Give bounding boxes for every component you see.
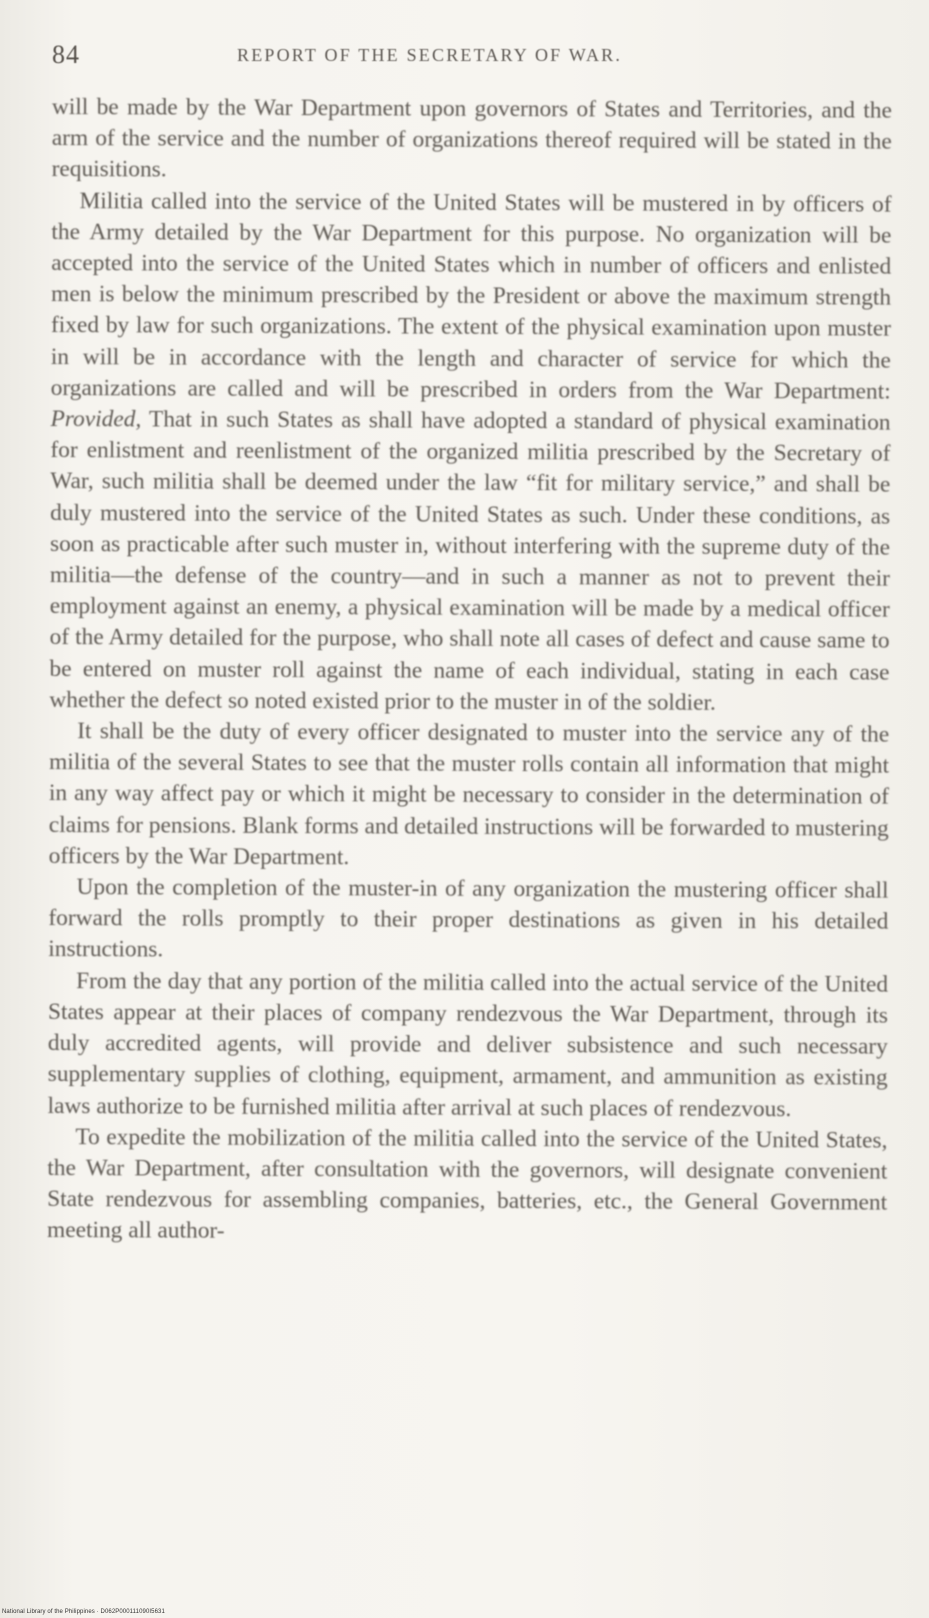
paragraph-muster-in: [49, 186, 891, 720]
running-head: REPORT OF THE SECRETARY OF WAR.: [237, 45, 623, 65]
paragraph-muster-completion: Upon the completion of the muster-in of any organization the mustering officer shall forward the rolls promptly to their proper destinations as given in his detailed instructions.: [48, 874, 889, 963]
body-text: [47, 92, 892, 1250]
paragraph-muster-in-text: Militia called into the service of the United States will be mustered in by officers of the Army detailed by the War Department for this purpose. No organization will be accepted into the service of the United States which in number of officers and enlisted men is below the minimum prescribed by the President or above the maximum strength fixed by law for such organizations. The extent of the physical examination upon muster in will be in accordance with the length and character of service for which the organizations are called and will be prescribed in orders from the War Department:: [50, 187, 892, 405]
page-header: [52, 40, 892, 74]
proviso-text: That in such States as shall have adopted a standard of physical examination for enlistment and reenlistment of the organized militia prescribed by the Secretary of War, such militia shall be deemed under the law “fit for military service,” and shall be duly mustered into the service of the United States as such. Under these conditions, as soon as practicable after such muster in, without interfering with the supreme duty of the militia—the defense of the country—and in such a manner as not to prevent their employment against an enemy, a physical examination will be made by a medical officer of the Army detailed for the purpose, who shall note all cases of defect and cause same to be entered on muster roll against the name of each individual, stating in each case whether the defect so noted existed prior to the muster in of the soldier.: [49, 406, 891, 716]
proviso-italic: Provided,: [50, 406, 142, 433]
paragraph-mobilization: To expedite the mobilization of the militia called into the service of the United States, the War Department, after consultation with the governors, will designate convenient State rendezvous for assembling companies, batteries, etc., the General Government meeting all author-: [46, 1123, 888, 1245]
paragraph-supplies: From the day that any portion of the militia called into the actual service of the United States appear at their places of company rendezvous the War Department, through its duly accredited agents, will provide and deliver subsistence and such necessary supplementary supplies of clothing, equipment, armament, and ammunition as existing laws authorize to be furnished militia after arrival at such places of rendezvous.: [47, 967, 889, 1122]
paragraph-continued: will be made by the War Department upon governors of States and Territories, and the arm of the service and the number of organizations thereof required will be stated in the requisitions.: [51, 93, 892, 183]
scan-credit: National Library of the Philippines · D062P000111090I5631: [2, 1609, 165, 1615]
paragraph-muster-duty: It shall be the duty of every officer designated to muster into the service any of the militia of the several States to see that the muster rolls contain all information that might in any way affect pay or which it might be necessary to consider in the determination of claims for pensions. Blank forms and detailed instructions will be forwarded to mustering officers by the War Department.: [48, 718, 890, 871]
page-number: 84: [52, 40, 80, 69]
